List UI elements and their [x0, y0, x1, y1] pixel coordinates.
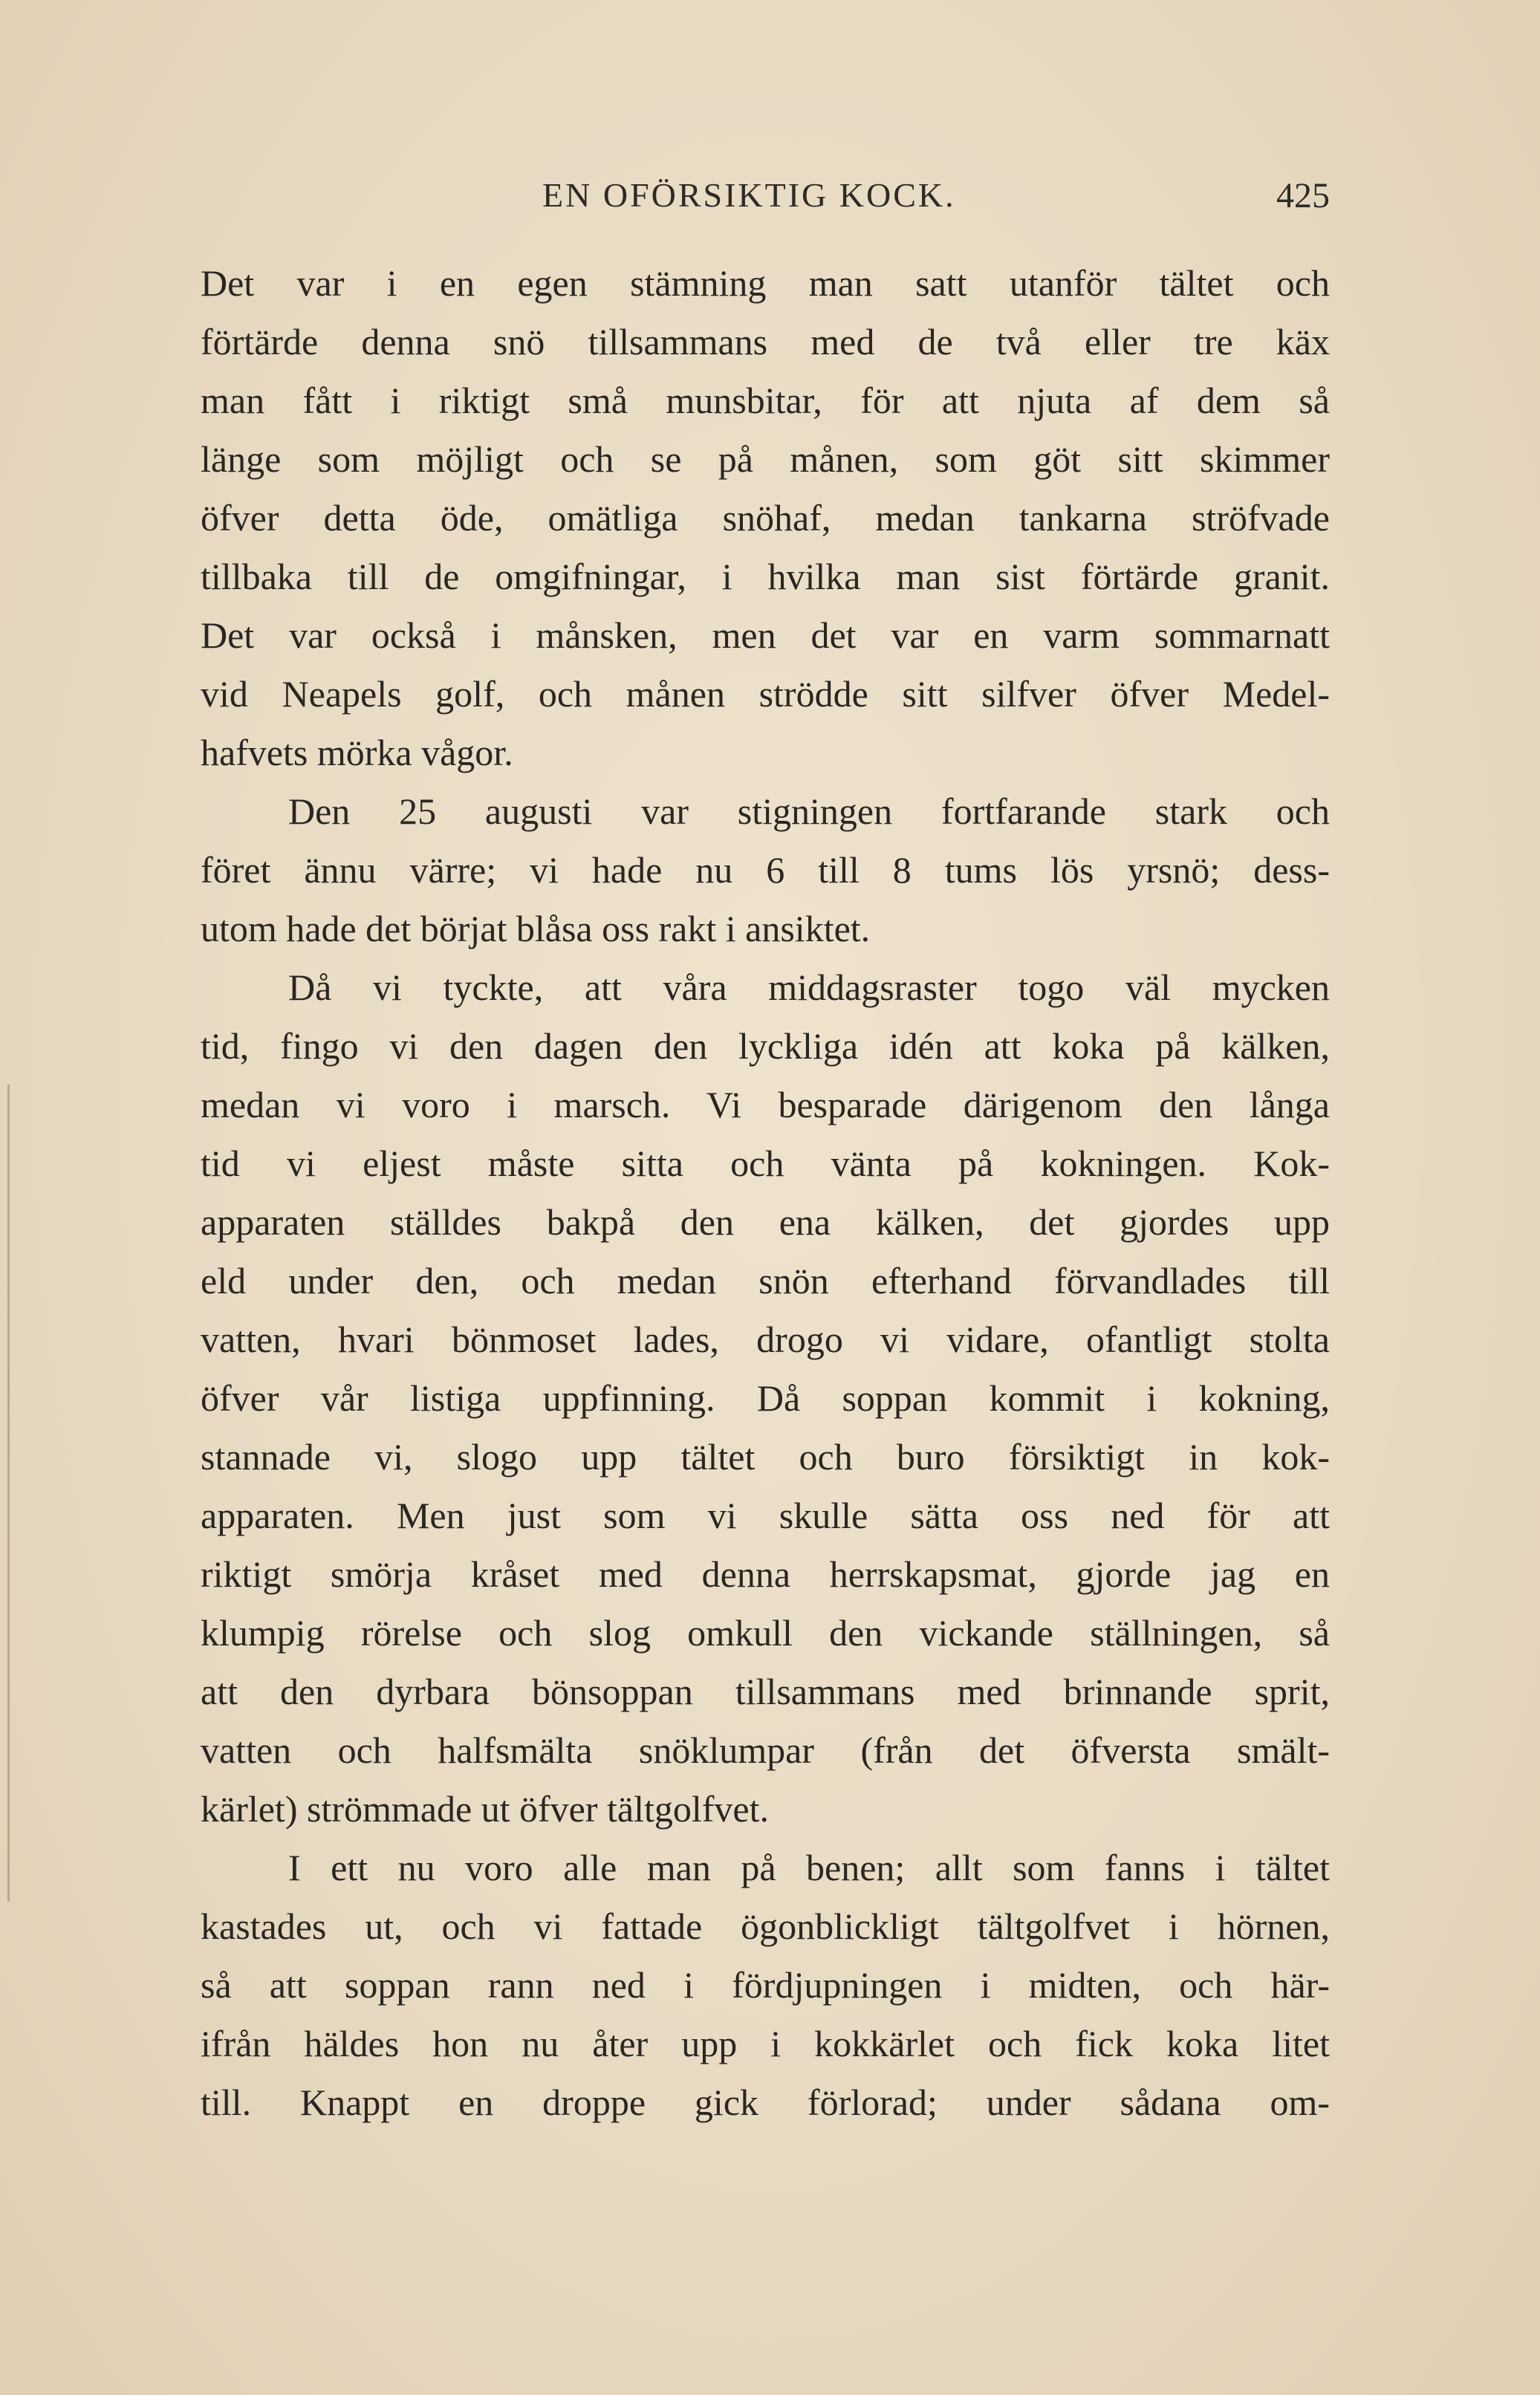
text-line: vatten, hvari bönmoset lades, drogo vi vidare, ofantligt stolta	[201, 1319, 1330, 1360]
text-line: hafvets mörka vågor.	[201, 732, 513, 773]
text-line: Det var i en egen stämning man satt utanför tältet och	[201, 262, 1330, 304]
text-line: I ett nu voro alle man på benen; allt som fanns i tältet	[288, 1847, 1330, 1888]
text-line: ifrån häldes hon nu åter upp i kokkärlet och fick koka litet	[201, 2023, 1330, 2064]
page-header	[201, 175, 1330, 227]
text-line: kastades ut, och vi fattade ögonblickligt tältgolfvet i hörnen,	[201, 1905, 1330, 1947]
text-line: tid vi eljest måste sitta och vänta på kokningen. Kok-	[201, 1143, 1330, 1184]
text-line: föret ännu värre; vi hade nu 6 till 8 tums lös yrsnö; dess-	[201, 849, 1330, 891]
page-edge-mark	[7, 1085, 10, 1902]
body-text	[201, 254, 1330, 2132]
text-line: kärlet) strömmade ut öfver tältgolfvet.	[201, 1788, 770, 1830]
text-line: öfver vår listiga uppfinning. Då soppan kommit i kokning,	[201, 1377, 1330, 1419]
text-line: utom hade det börjat blåsa oss rakt i ansiktet.	[201, 908, 871, 949]
text-line: Då vi tyckte, att våra middagsraster togo väl mycken	[288, 966, 1330, 1008]
text-line: Det var också i månsken, men det var en varm sommarnatt	[201, 614, 1330, 656]
text-line: klumpig rörelse och slog omkull den vickande ställningen, så	[201, 1612, 1330, 1654]
text-line: apparaten. Men just som vi skulle sätta oss ned för att	[201, 1495, 1330, 1536]
text-line: Den 25 augusti var stigningen fortfarande stark och	[288, 790, 1330, 832]
text-line: länge som möjligt och se på månen, som göt sitt skimmer	[201, 438, 1330, 480]
text-line: vatten och halfsmälta snöklumpar (från det öfversta smält-	[201, 1729, 1330, 1771]
text-line: vid Neapels golf, och månen strödde sitt silfver öfver Medel-	[201, 673, 1330, 715]
text-line: man fått i riktigt små munsbitar, för att njuta af dem så	[201, 380, 1330, 421]
running-title: EN OFÖRSIKTIG KOCK.	[542, 176, 956, 214]
page-number: 425	[1276, 176, 1330, 215]
text-line: riktigt smörja kråset med denna herrskapsmat, gjorde jag en	[201, 1553, 1330, 1595]
text-line: öfver detta öde, omätliga snöhaf, medan tankarna ströfvade	[201, 497, 1330, 539]
text-line: förtärde denna snö tillsammans med de två eller tre käx	[201, 321, 1330, 363]
text-line: stannade vi, slogo upp tältet och buro försiktigt in kok-	[201, 1436, 1330, 1478]
text-line: att den dyrbara bönsoppan tillsammans med brinnande sprit,	[201, 1671, 1330, 1712]
text-line: tillbaka till de omgifningar, i hvilka man sist förtärde granit.	[201, 556, 1330, 597]
text-line: medan vi voro i marsch. Vi besparade därigenom den långa	[201, 1084, 1330, 1125]
text-line: till. Knappt en droppe gick förlorad; under sådana om-	[201, 2082, 1330, 2123]
text-line: apparaten ställdes bakpå den ena kälken, det gjordes upp	[201, 1201, 1330, 1243]
text-line: så att soppan rann ned i fördjupningen i midten, och här-	[201, 1964, 1330, 2006]
text-line: eld under den, och medan snön efterhand förvandlades till	[201, 1260, 1330, 1302]
text-line: tid, fingo vi den dagen den lyckliga idén att koka på kälken,	[201, 1025, 1330, 1067]
